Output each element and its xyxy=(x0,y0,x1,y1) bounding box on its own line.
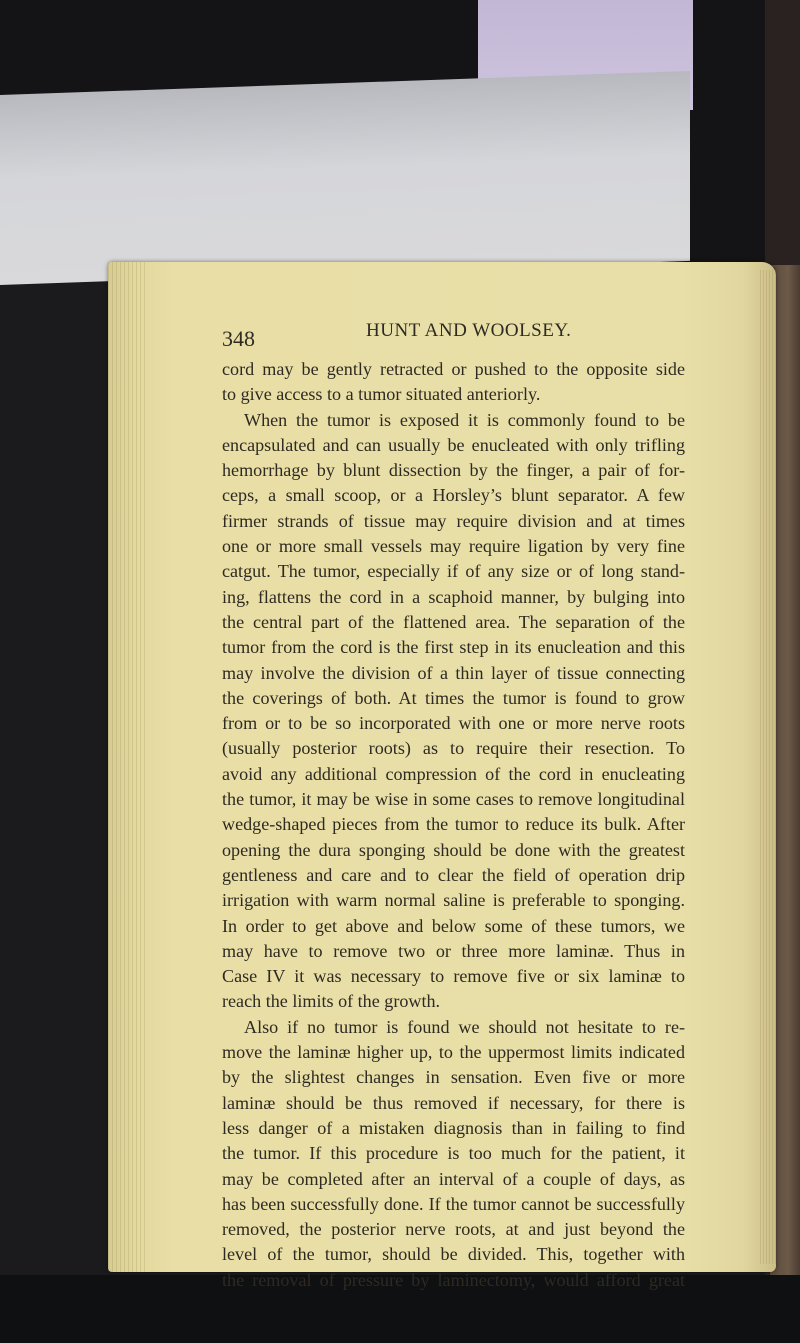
text-line: the removal of pressure by laminectomy, would afford great xyxy=(222,1269,685,1290)
text-line: cord may be gently retracted or pushed to the opposite side xyxy=(222,359,685,379)
running-head xyxy=(222,320,682,356)
text-line: avoid any additional compression of the cord in enucleating xyxy=(222,763,685,784)
text-line: level of the tumor, should be divided. This, together with xyxy=(222,1244,685,1265)
page-number: 348 xyxy=(222,326,255,351)
text-line: may involve the division of a thin layer of tissue connecting xyxy=(222,662,685,683)
text-line: opening the dura sponging should be done with the greatest xyxy=(222,839,685,860)
text-line: In order to get above and below some of these tumors, we xyxy=(222,915,685,936)
text-line: removed, the posterior nerve roots, at and just beyond the xyxy=(222,1219,685,1240)
page-gutter xyxy=(108,262,148,1272)
page-edge xyxy=(760,270,776,1264)
text-line: may be completed after an interval of a couple of days, as xyxy=(222,1168,685,1189)
text-line: one or more small vessels may require ligation by very fine xyxy=(222,536,685,557)
text-line: Case IV it was necessary to remove five or six laminæ to xyxy=(222,966,685,987)
text-line: the tumor, it may be wise in some cases to remove longitudinal xyxy=(222,789,685,810)
text-line: tumor from the cord is the first step in its enucleation and this xyxy=(222,637,685,658)
text-line: has been successfully done. If the tumor cannot be successfully xyxy=(222,1193,685,1214)
text-line: ing, flattens the cord in a scaphoid manner, by bulging into xyxy=(222,586,685,607)
text-line: to give access to a tumor situated anteriorly. xyxy=(222,384,541,405)
text-line: the tumor. If this procedure is too much for the patient, it xyxy=(222,1143,685,1164)
text-line: by the slightest changes in sensation. Even five or more xyxy=(222,1067,685,1088)
text-line: from or to be so incorporated with one or more nerve roots xyxy=(222,713,685,734)
body-text xyxy=(222,357,685,1293)
text-line: firmer strands of tissue may require division and at times xyxy=(222,510,685,531)
text-line: hemorrhage by blunt dissection by the finger, a pair of for- xyxy=(222,460,685,481)
text-line: reach the limits of the growth. xyxy=(222,991,441,1012)
text-line: may have to remove two or three more laminæ. Thus in xyxy=(222,940,685,961)
text-line: catgut. The tumor, especially if of any size or of long stand- xyxy=(222,561,685,582)
running-head-title: HUNT AND WOOLSEY. xyxy=(366,320,572,341)
text-line: ceps, a small scoop, or a Horsley’s blunt separator. A few xyxy=(222,485,685,506)
text-line: encapsulated and can usually be enucleated with only trifling xyxy=(222,434,685,455)
text-line: less danger of a mistaken diagnosis than in failing to find xyxy=(222,1117,685,1138)
text-line: laminæ should be thus removed if necessary, for there is xyxy=(222,1092,685,1113)
text-line: When the tumor is exposed it is commonly found to be xyxy=(244,409,685,430)
text-line: the coverings of both. At times the tumor is found to grow xyxy=(222,687,685,708)
text-line: move the laminæ higher up, to the uppermost limits indicated xyxy=(222,1042,685,1063)
text-line: (usually posterior roots) as to require their resection. To xyxy=(222,738,685,759)
background-grey-sheet xyxy=(0,71,690,285)
text-line: wedge-shaped pieces from the tumor to reduce its bulk. After xyxy=(222,814,685,835)
text-line: gentleness and care and to clear the field of operation drip xyxy=(222,864,685,885)
text-line: irrigation with warm normal saline is preferable to sponging. xyxy=(222,890,685,911)
text-line: the central part of the flattened area. The separation of the xyxy=(222,611,685,632)
text-line: Also if no tumor is found we should not hesitate to re- xyxy=(244,1016,685,1037)
